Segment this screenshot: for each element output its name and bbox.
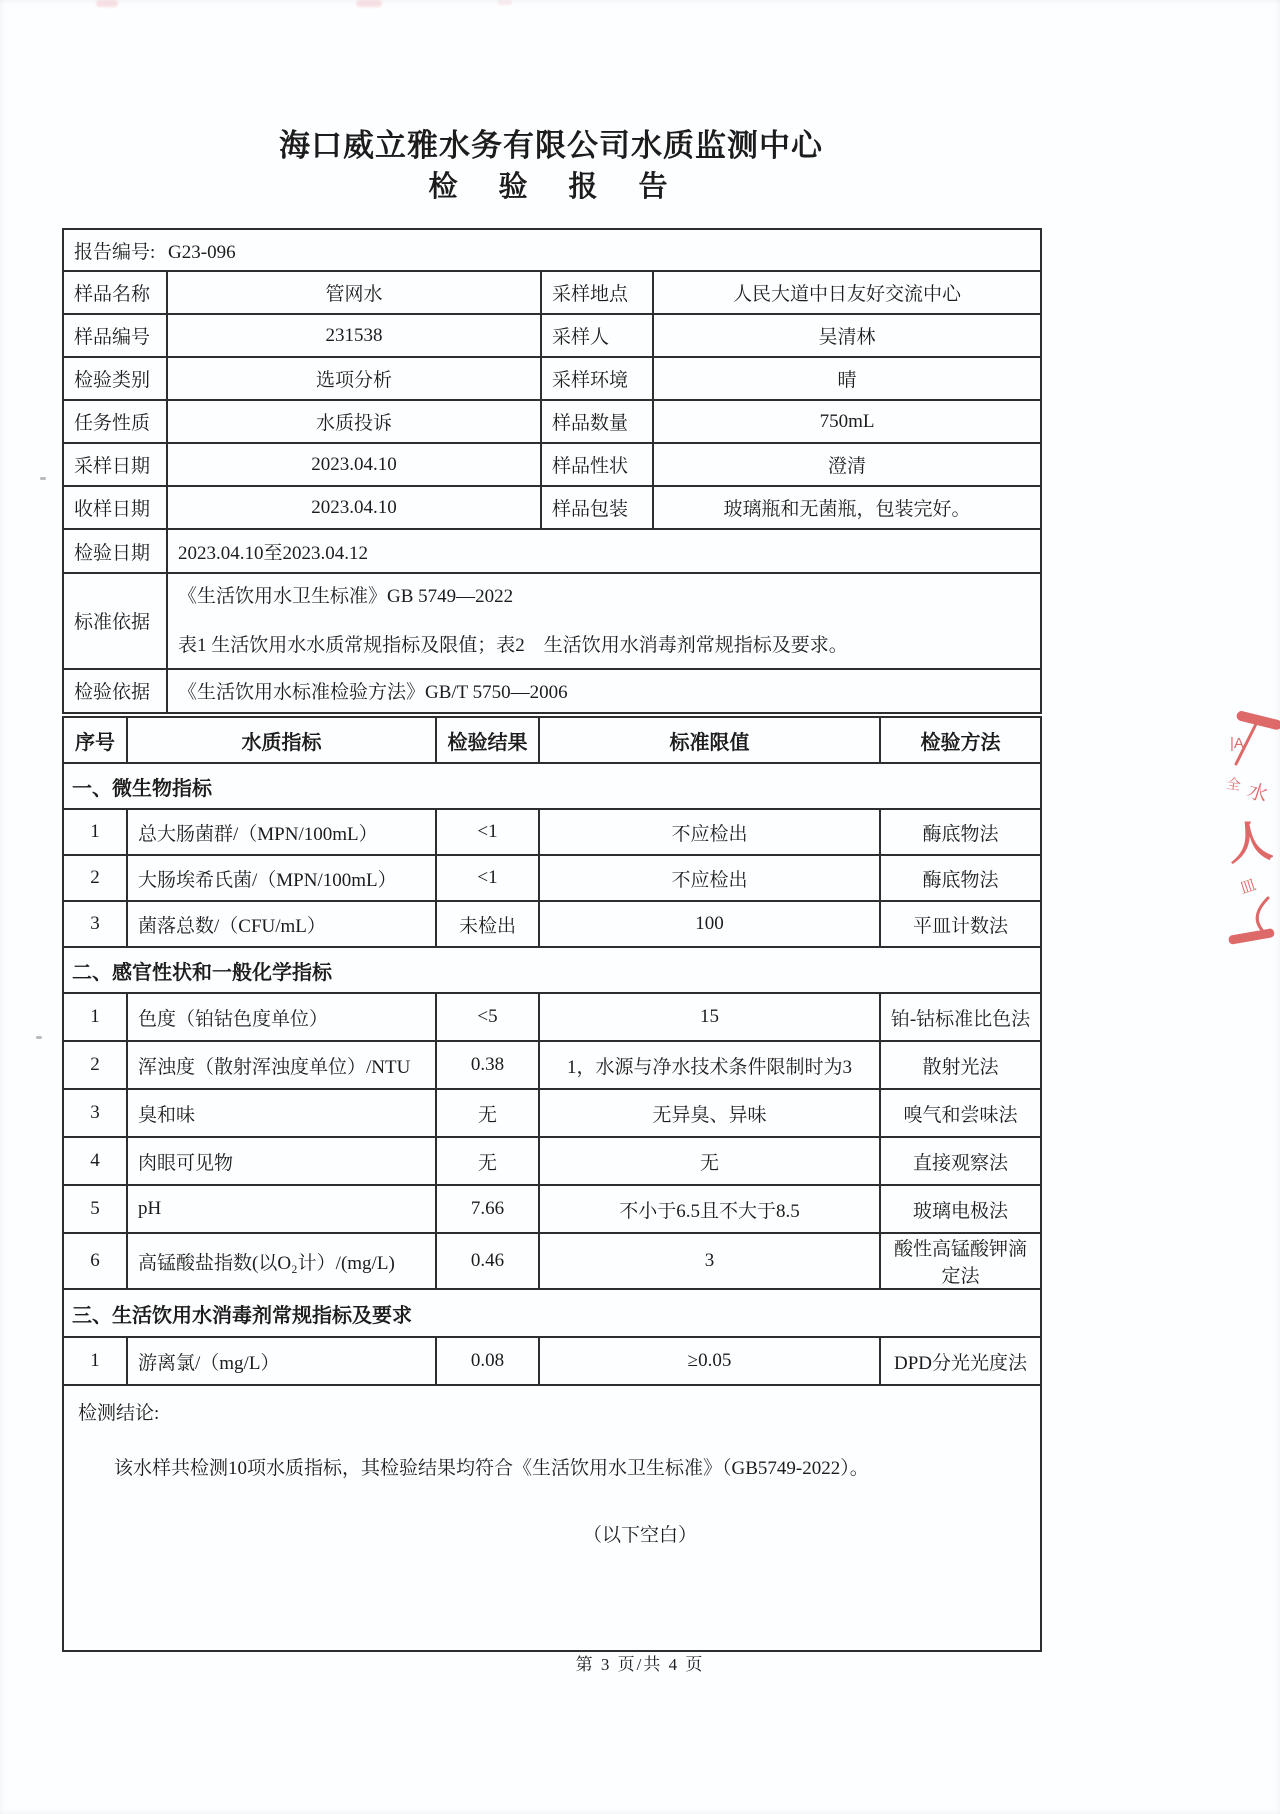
scan-smudge <box>498 0 512 5</box>
info-label: 检验依据 <box>63 669 167 713</box>
col-header-method: 检验方法 <box>880 717 1041 763</box>
result-cell: 0.46 <box>436 1233 539 1289</box>
indicator-cell: 臭和味 <box>127 1089 436 1137</box>
info-label: 样品性状 <box>541 443 653 486</box>
method-cell: 酶底物法 <box>880 809 1041 855</box>
info-value: 吴清林 <box>653 314 1041 357</box>
report-number-label: 报告编号: <box>74 241 156 263</box>
result-cell: 7.66 <box>436 1185 539 1233</box>
method-cell: 酶底物法 <box>880 855 1041 901</box>
result-cell: 0.08 <box>436 1337 539 1385</box>
limit-cell: ≥0.05 <box>539 1337 880 1385</box>
info-label: 样品名称 <box>63 271 167 314</box>
seq-cell: 3 <box>63 1089 127 1137</box>
seq-cell: 3 <box>63 901 127 947</box>
limit-cell: 15 <box>539 993 880 1041</box>
indicator-cell: 菌落总数/（CFU/mL） <box>127 901 436 947</box>
info-label: 采样环境 <box>541 357 653 400</box>
seq-cell: 1 <box>63 1337 127 1385</box>
sample-info-table <box>62 228 1042 714</box>
col-header-result: 检验结果 <box>436 717 539 763</box>
info-value: 管网水 <box>167 271 541 314</box>
seq-cell: 6 <box>63 1233 127 1289</box>
indicator-cell: 游离氯/（mg/L） <box>127 1337 436 1385</box>
report-title: 检 验 报 告 <box>428 171 674 203</box>
method-cell: 酸性高锰酸钾滴定法 <box>880 1233 1041 1289</box>
report-number-value: G23-096 <box>168 241 236 263</box>
standard-line: 表1 生活饮用水水质常规指标及限值；表2 生活饮用水消毒剂常规指标及要求。 <box>178 634 848 656</box>
seq-cell: 4 <box>63 1137 127 1185</box>
svg-text:全: 全 <box>1225 777 1242 794</box>
info-value: 玻璃瓶和无菌瓶，包装完好。 <box>653 486 1041 529</box>
info-label: 检验日期 <box>63 529 167 573</box>
col-header-seq: 序号 <box>63 717 127 763</box>
info-value: 水质投诉 <box>167 400 541 443</box>
scan-speck <box>36 1036 42 1039</box>
info-value-wide: 2023.04.10至2023.04.12 <box>167 529 1041 573</box>
standard-line: 《生活饮用水卫生标准》GB 5749—2022 <box>178 586 514 607</box>
info-value: 澄清 <box>653 443 1041 486</box>
info-value-wide: 《生活饮用水标准检验方法》GB/T 5750—2006 <box>167 669 1041 713</box>
limit-cell: 无异臭、异味 <box>539 1089 880 1137</box>
result-cell: 未检出 <box>436 901 539 947</box>
seq-cell: 1 <box>63 809 127 855</box>
result-cell: 0.38 <box>436 1041 539 1089</box>
info-label: 标准依据 <box>63 573 167 669</box>
result-cell: <1 <box>436 855 539 901</box>
page-number: 第 3 页/共 4 页 <box>575 1655 705 1674</box>
blank-below-note: （以下空白） <box>582 1525 697 1546</box>
svg-text:水: 水 <box>1244 779 1271 807</box>
limit-cell: 不小于6.5且不大于8.5 <box>539 1185 880 1233</box>
seq-cell: 5 <box>63 1185 127 1233</box>
standards-cell <box>167 573 1041 669</box>
info-label: 采样人 <box>541 314 653 357</box>
col-header-limit: 标准限值 <box>539 717 880 763</box>
result-cell: 无 <box>436 1137 539 1185</box>
indicator-cell: pH <box>127 1185 436 1233</box>
scan-speck <box>40 477 46 480</box>
red-stamp <box>1222 700 1280 960</box>
scan-smudge <box>356 0 382 7</box>
conclusion-cell <box>63 1385 1041 1651</box>
result-cell: <1 <box>436 809 539 855</box>
report-number-cell <box>63 229 1041 271</box>
info-value: 231538 <box>167 314 541 357</box>
method-cell: 直接观察法 <box>880 1137 1041 1185</box>
info-label: 任务性质 <box>63 400 167 443</box>
section-title: 一、微生物指标 <box>63 763 1041 809</box>
svg-text:皿: 皿 <box>1237 876 1259 898</box>
limit-cell: 不应检出 <box>539 855 880 901</box>
method-cell: 平皿计数法 <box>880 901 1041 947</box>
scan-smudge <box>96 0 118 7</box>
conclusion-label: 检测结论: <box>78 1403 160 1424</box>
seq-cell: 2 <box>63 855 127 901</box>
method-cell: 铂-钴标准比色法 <box>880 993 1041 1041</box>
indicator-cell: 色度（铂钴色度单位） <box>127 993 436 1041</box>
conclusion-text: 该水样共检测10项水质指标，其检验结果均符合《生活饮用水卫生标准》（GB5749-2022）。 <box>114 1458 869 1479</box>
info-label: 样品数量 <box>541 400 653 443</box>
limit-cell: 不应检出 <box>539 809 880 855</box>
method-cell: 散射光法 <box>880 1041 1041 1089</box>
indicator-cell: 肉眼可见物 <box>127 1137 436 1185</box>
method-cell: DPD分光光度法 <box>880 1337 1041 1385</box>
limit-cell: 3 <box>539 1233 880 1289</box>
indicator-cell: 浑浊度（散射浑浊度单位）/NTU <box>127 1041 436 1089</box>
info-label: 采样日期 <box>63 443 167 486</box>
info-label: 收样日期 <box>63 486 167 529</box>
section-title: 三、生活饮用水消毒剂常规指标及要求 <box>63 1289 1041 1337</box>
results-table <box>62 716 1042 1652</box>
info-value: 选项分析 <box>167 357 541 400</box>
indicator-cell: 大肠埃希氏菌/（MPN/100mL） <box>127 855 436 901</box>
seq-cell: 1 <box>63 993 127 1041</box>
result-cell: 无 <box>436 1089 539 1137</box>
seq-cell: 2 <box>63 1041 127 1089</box>
indicator-cell: 总大肠菌群/（MPN/100mL） <box>127 809 436 855</box>
limit-cell: 无 <box>539 1137 880 1185</box>
method-cell: 嗅气和尝味法 <box>880 1089 1041 1137</box>
section-title: 二、感官性状和一般化学指标 <box>63 947 1041 993</box>
info-value: 人民大道中日友好交流中心 <box>653 271 1041 314</box>
col-header-indicator: 水质指标 <box>127 717 436 763</box>
info-value: 750mL <box>653 400 1041 443</box>
svg-text:人: 人 <box>1225 816 1275 870</box>
method-cell: 玻璃电极法 <box>880 1185 1041 1233</box>
info-value: 2023.04.10 <box>167 443 541 486</box>
org-title: 海口威立雅水务有限公司水质监测中心 <box>279 128 823 163</box>
indicator-cell: 高锰酸盐指数(以O₂计）/(mg/L) <box>127 1233 436 1289</box>
info-value: 晴 <box>653 357 1041 400</box>
info-label: 样品编号 <box>63 314 167 357</box>
limit-cell: 100 <box>539 901 880 947</box>
info-label: 采样地点 <box>541 271 653 314</box>
info-label: 检验类别 <box>63 357 167 400</box>
info-value: 2023.04.10 <box>167 486 541 529</box>
result-cell: <5 <box>436 993 539 1041</box>
limit-cell: 1，水源与净水技术条件限制时为3 <box>539 1041 880 1089</box>
info-label: 样品包装 <box>541 486 653 529</box>
svg-text:|A: |A <box>1230 735 1244 752</box>
